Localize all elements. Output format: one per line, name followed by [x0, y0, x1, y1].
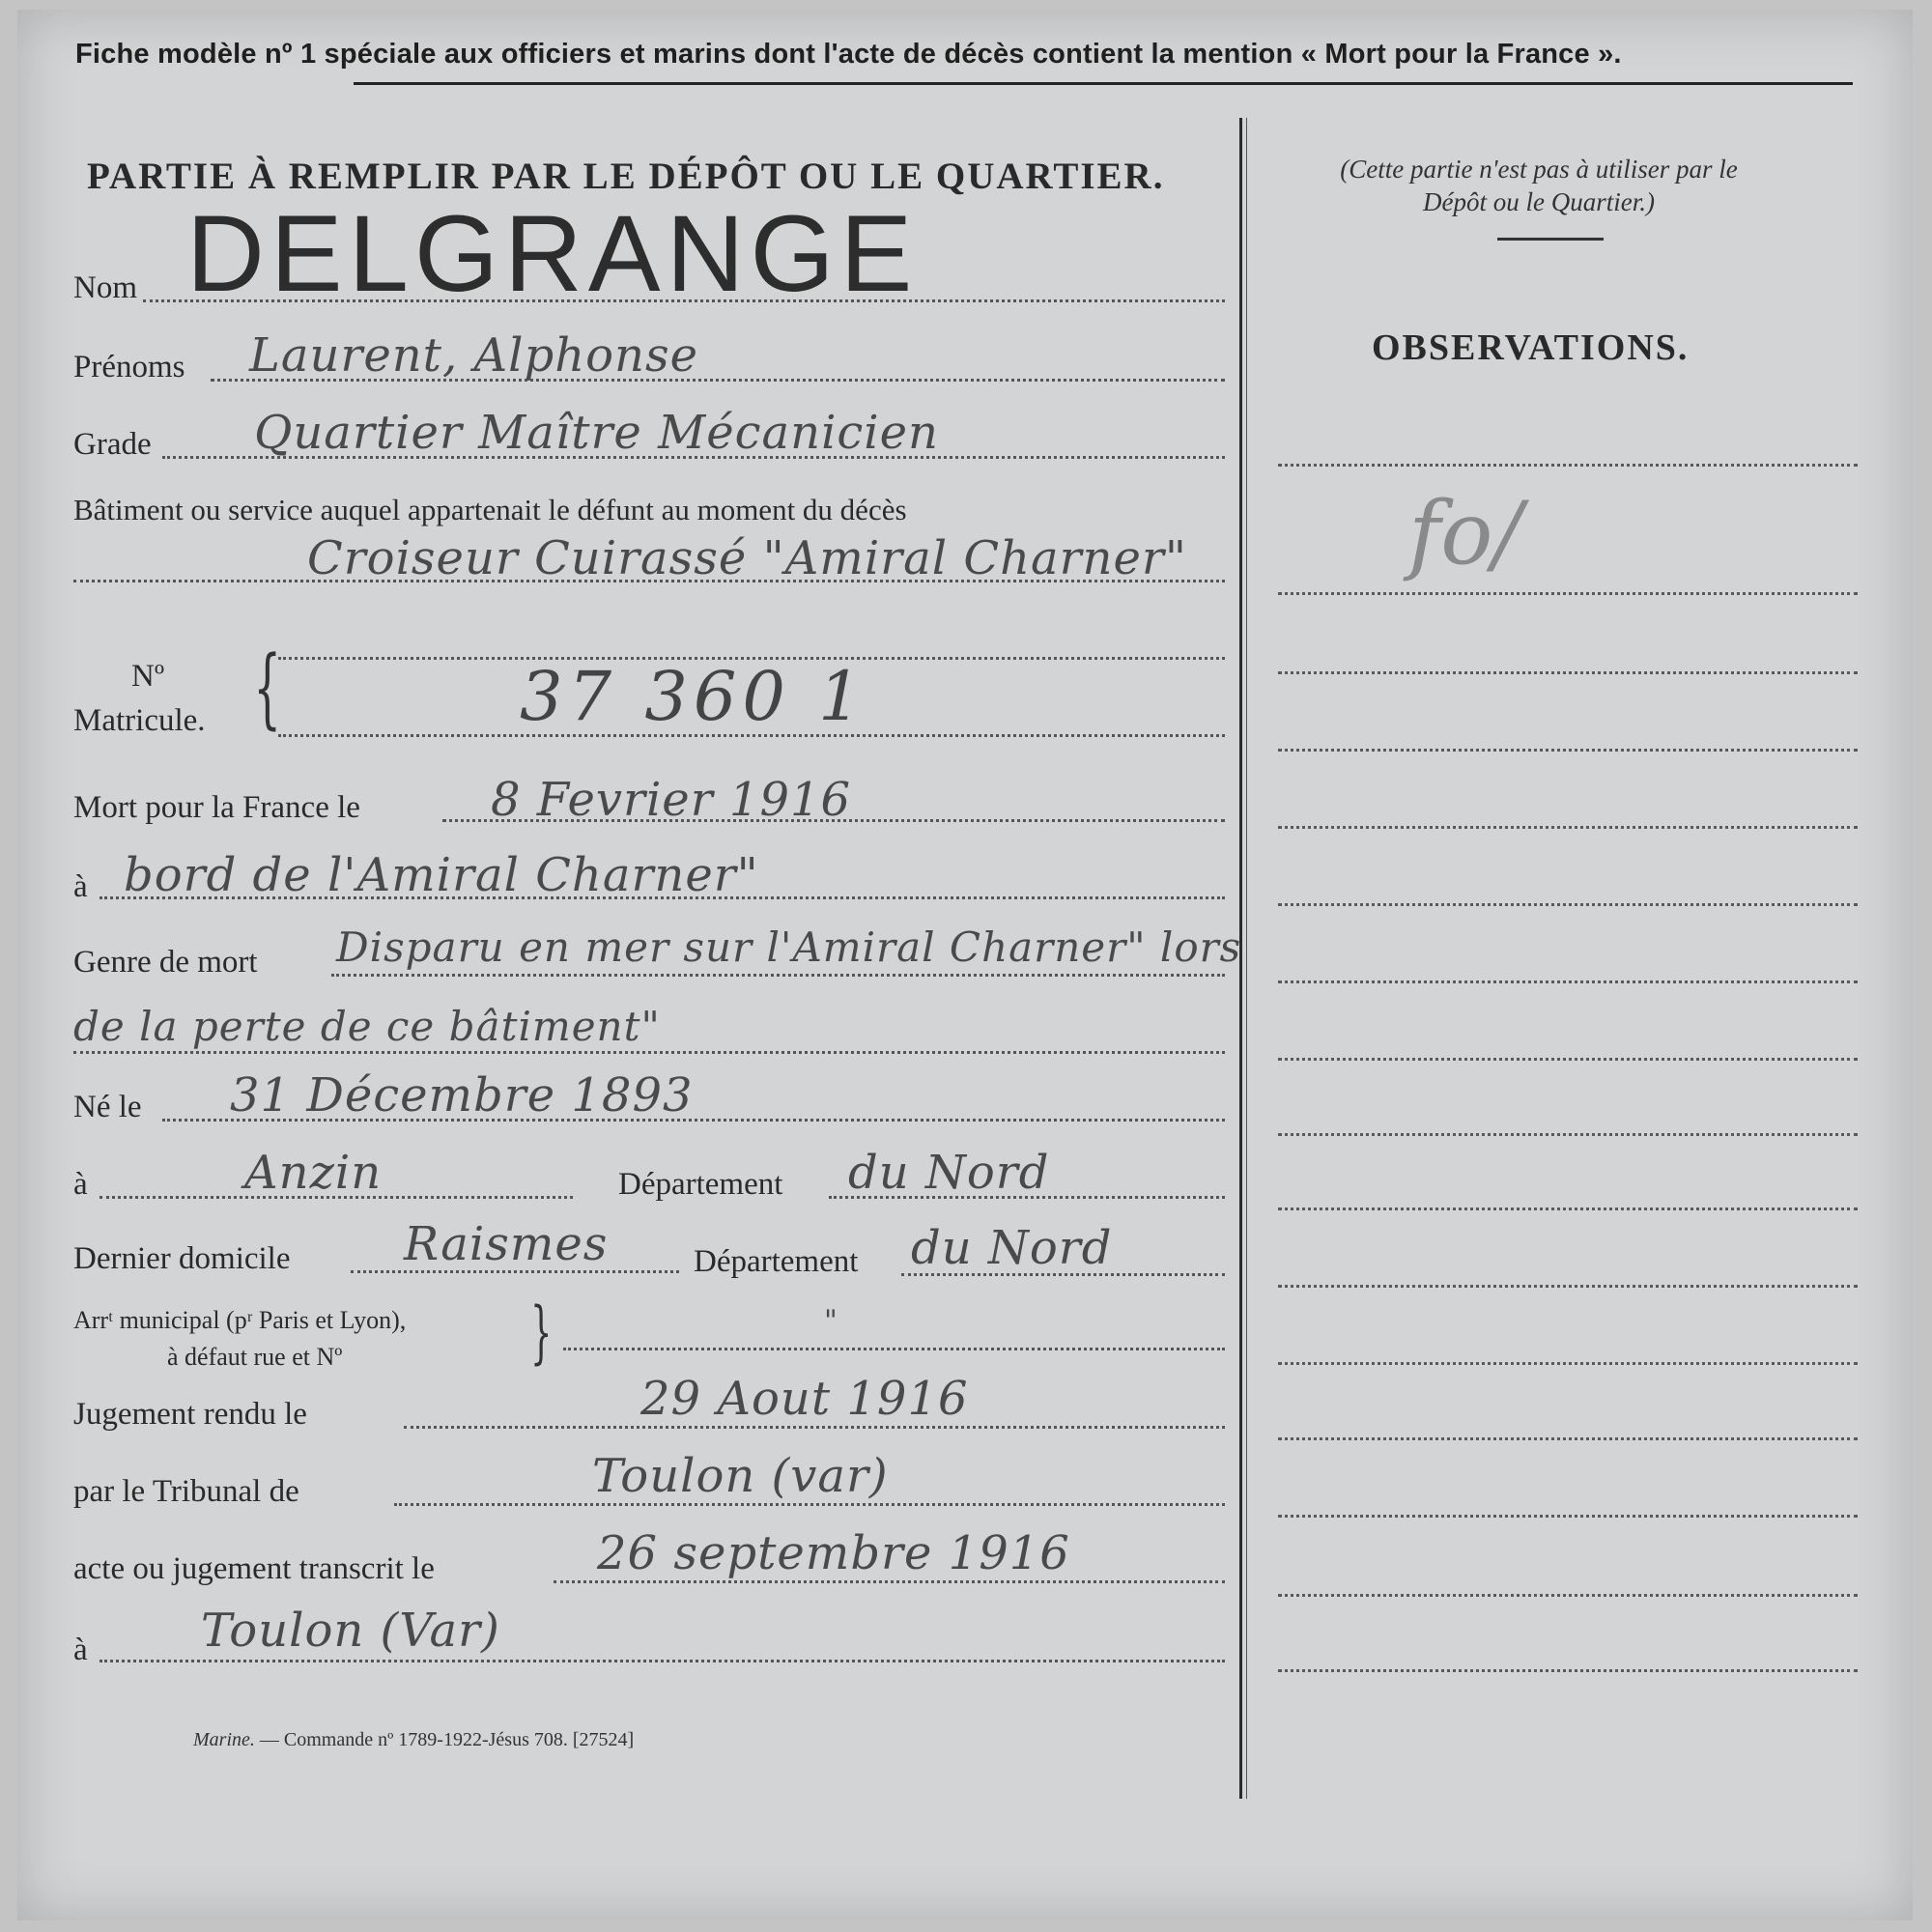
ne-departement-value: du Nord: [848, 1146, 1050, 1200]
arrondissement-line: [563, 1348, 1225, 1350]
observations-title: OBSERVATIONS.: [1372, 327, 1690, 368]
header-underline: [354, 82, 1853, 85]
observation-line: [1278, 1285, 1858, 1288]
batiment-value: Croiseur Cuirassé "Amiral Charner": [307, 531, 1187, 585]
genre-de-mort-value-line2: de la perte de ce bâtiment": [73, 1003, 661, 1050]
arrondissement-label-line1: Arrᵗ municipal (pʳ Paris et Lyon),: [73, 1306, 407, 1334]
tribunal-value: Toulon (var): [592, 1449, 889, 1503]
ne-departement-label: Département: [618, 1167, 783, 1202]
tribunal-label: par le Tribunal de: [73, 1474, 299, 1509]
observation-line: [1278, 1208, 1858, 1210]
observation-line: [1278, 1133, 1858, 1136]
observation-line: [1278, 980, 1858, 983]
printer-footer: [193, 1729, 634, 1751]
matricule-brace: {: [253, 638, 281, 739]
arrondissement-brace: }: [530, 1293, 553, 1372]
jugement-line: [404, 1426, 1225, 1429]
card-header: Fiche modèle nº 1 spéciale aux officiers et marins dont l'acte de décès contient la mention « Mort pour la France ».: [75, 39, 1622, 70]
observations-note: (Cette partie n'est pas à utiliser par le Dépôt ou le Quartier.): [1340, 155, 1738, 216]
death-record-card: [17, 10, 1913, 1920]
matricule-label: Matricule.: [73, 703, 206, 738]
matricule-no-label: Nº: [131, 659, 165, 694]
observation-line: [1278, 826, 1858, 829]
column-divider-shadow: [1246, 118, 1247, 1799]
ne-a-value: Anzin: [244, 1146, 383, 1200]
genre-de-mort-value-line1: Disparu en mer sur l'Amiral Charner" lors: [336, 923, 1242, 971]
observation-line: [1278, 464, 1858, 467]
observation-line: [1278, 1362, 1858, 1365]
domicile-value: Raismes: [404, 1217, 609, 1271]
mort-a-value: bord de l'Amiral Charner": [124, 848, 759, 902]
prenoms-label: Prénoms: [73, 350, 185, 384]
mort-a-label: à: [73, 869, 88, 904]
matricule-value: 37 360 1: [520, 657, 867, 736]
observations-dash: [1497, 238, 1604, 241]
ne-a-label: à: [73, 1167, 88, 1202]
transcrit-line: [554, 1580, 1225, 1583]
mort-le-value: 8 Fevrier 1916: [491, 773, 852, 827]
jugement-label: Jugement rendu le: [73, 1397, 307, 1432]
mort-le-label: Mort pour la France le: [73, 790, 360, 825]
observation-line: [1278, 592, 1858, 595]
genre-de-mort-line: [331, 974, 1225, 977]
nom-value: DELGRANGE: [186, 193, 919, 314]
footer-text: — Commande nº 1789-1922-Jésus 708. [27524]: [259, 1729, 635, 1750]
domicile-label: Dernier domicile: [73, 1241, 291, 1276]
genre-de-mort-line-2: [73, 1051, 1225, 1054]
observation-line: [1278, 1515, 1858, 1518]
transcrit-label: acte ou jugement transcrit le: [73, 1551, 435, 1586]
batiment-label: Bâtiment ou service auquel appartenait le défunt au moment du décès: [73, 493, 907, 526]
observation-line: [1278, 1594, 1858, 1597]
genre-de-mort-label: Genre de mort: [73, 945, 258, 980]
observations-pencil-mark: fo/: [1408, 483, 1522, 584]
arrondissement-value: ": [824, 1304, 838, 1338]
transcrit-value: 26 septembre 1916: [597, 1526, 1070, 1580]
grade-label: Grade: [73, 427, 152, 462]
footer-marine: Marine.: [193, 1729, 255, 1750]
observation-line: [1278, 749, 1858, 752]
prenoms-value: Laurent, Alphonse: [249, 328, 698, 383]
transcrit-a-value: Toulon (Var): [201, 1604, 500, 1658]
arrondissement-label-line2: à défaut rue et Nº: [167, 1343, 343, 1371]
transcrit-a-label: à: [73, 1633, 88, 1667]
grade-value: Quartier Maître Mécanicien: [254, 406, 939, 460]
tribunal-line: [394, 1503, 1225, 1506]
ne-le-label: Né le: [73, 1090, 142, 1124]
observation-line: [1278, 1669, 1858, 1672]
observation-line: [1278, 1437, 1858, 1440]
transcrit-a-line: [99, 1660, 1225, 1662]
observation-line: [1278, 671, 1858, 674]
section-title: PARTIE À REMPLIR PAR LE DÉPÔT OU LE QUARTIER.: [87, 156, 1165, 197]
domicile-departement-value: du Nord: [911, 1221, 1113, 1275]
ne-le-value: 31 Décembre 1893: [230, 1068, 694, 1122]
observation-line: [1278, 903, 1858, 906]
nom-label: Nom: [73, 270, 137, 305]
domicile-departement-label: Département: [694, 1244, 859, 1279]
observation-line: [1278, 1058, 1858, 1061]
jugement-value: 29 Aout 1916: [640, 1372, 969, 1426]
